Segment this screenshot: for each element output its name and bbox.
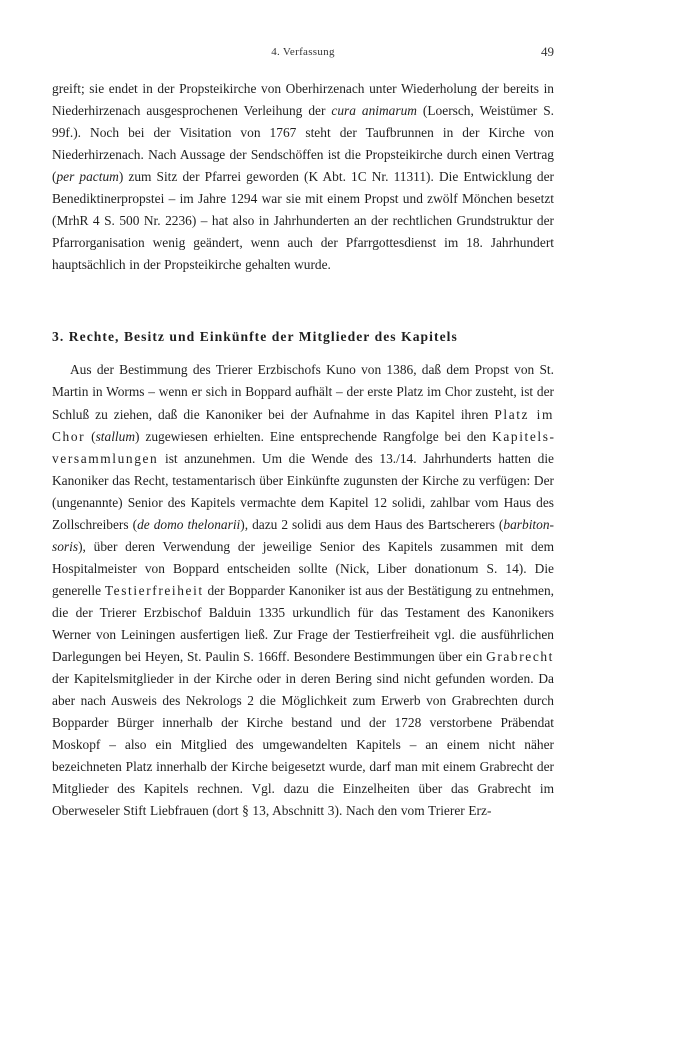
text-run: Aus der Bestimmung des Trierer Erzbischofs Kuno von 1386, daß dem Propst von St. Martin in Worms – wenn er sich in Boppard aufhält – der erste Platz im Chor zusteht, ist der Schluß zu ziehen, daß die Kanoniker bei der Aufnahme in das Kapitel ihren: [52, 362, 554, 422]
text-run: (: [85, 428, 96, 444]
text-run: ), über deren Verwendung der jeweilige Senior des Kapitels zusammen mit dem Hospitalmeister von Boppard entscheiden sollte (Nick, Liber donationum S. 14). Die generelle: [52, 538, 554, 598]
paragraph-2: [52, 359, 554, 822]
italic-term: per pactum: [56, 169, 119, 185]
italic-term: de domo thelonarii: [137, 516, 241, 532]
section-heading: 3. Rechte, Besitz und Einkünfte der Mitglieder des Kapitels: [52, 329, 458, 345]
spaced-term: Testierfreiheit: [104, 582, 204, 598]
running-title: 4. Verfassung: [271, 46, 335, 58]
text-run: der Kapitelsmitglieder in der Kirche oder in deren Bering sind nicht gefunden worden. Da aber nach Ausweis des Nekrologs 2 die Möglichkeit zum Erwerb von Grabrechten durch Bopparder Bürger innerhalb der Kirche bestand und der 1728 verstorbene Präbendat Moskopf – also ein Mitglied des umgewandelten Kapitels – an einem nicht näher bezeichneten Platz innerhalb der Kirche beigesetzt wurde, darf man mit einem Grabrecht der Mitglieder des Kapitels rechnen. Vgl. dazu die Einzelheiten über das Grabrecht im Oberweseler Stift Liebfrauen (dort § 13, Abschnitt 3). Nach den vom Trierer Erz-: [52, 671, 554, 819]
text-run: greift; sie endet in der Propsteikirche von Oberhirzenach unter Wiederholung der bereits in Niederhirzenach ausgesprochenen Verleihung der: [52, 81, 554, 119]
text-run: ) zugewiesen erhielten. Eine entsprechende Rangfolge bei den: [135, 428, 493, 444]
section-gap: [52, 276, 554, 326]
page-body: [52, 78, 554, 822]
italic-term: cura animarum: [331, 103, 417, 119]
italic-term: stallum: [95, 428, 136, 444]
text-run: ), dazu 2 solidi aus dem Haus des Bartscherers (: [240, 516, 504, 532]
text-run: (Loersch, Weistümer S. 99f.). Noch bei der Visitation von 1767 steht der Taufbrunnen in der Kirche von Niederhirzenach. Nach Aussage der Sendschöffen ist die Propsteikirche durch einen Vertrag (: [52, 103, 554, 185]
text-run: der Bopparder Kanoniker ist aus der Bestätigung zu entnehmen, die der Trierer Erzbischof Balduin 1335 urkundlich für das Testament des Kanonikers Werner von Leiningen ausfertigen ließ. Zur Frage der Testierfreiheit vgl. die ausführlichen Darlegungen bei Heyen, St. Paulin S. 166ff. Besondere Bestimmungen über ein: [52, 582, 554, 665]
spaced-term: Platz im Chor: [52, 406, 555, 444]
page-number: 49: [541, 44, 554, 59]
italic-term: barbitonsoris: [52, 516, 554, 554]
text-run: ) zum Sitz der Pfarrei geworden (K Abt. 1C Nr. 11311). Die Entwicklung der Benediktinerpropstei – im Jahre 1294 war sie mit einem Propst und zwölf Mönchen besetzt (MrhR 4 S. 500 Nr. 2236) – hat also in Jahrhunderten an der rechtlichen Grundstruktur der Pfarrorganisation wenig geändert, wenn auch der Pfarrgottesdienst im 18. Jahrhundert hauptsächlich in der Propsteikirche gehalten wurde.: [52, 169, 554, 273]
paragraph-1: [52, 78, 554, 276]
spaced-term: Grabrecht: [486, 649, 554, 665]
text-run: ist anzunehmen. Um die Wende des 13./14. Jahrhunderts hatten die Kanoniker das Recht, testamentarisch über Einkünfte zugunsten der Kirche zu verfügen: Der (ungenannte) Senior des Kapitels vermachte dem Kapitel 12 solidi, zahlbar vom Haus des Zollschreibers (: [52, 450, 554, 532]
spaced-term: Kapitelsversammlungen: [52, 428, 555, 466]
